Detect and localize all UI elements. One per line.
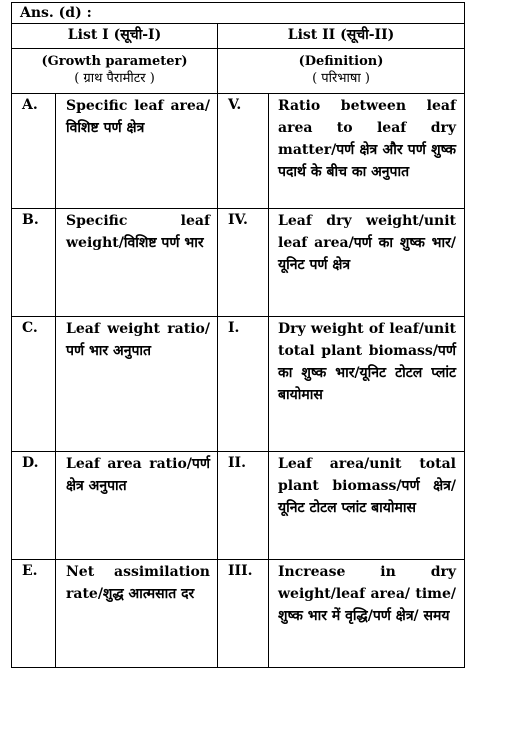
growth-parameter: Leaf weight ratio/ पर्ण भार अनुपात: [66, 321, 210, 359]
row-letter: D.: [22, 455, 39, 471]
row-roman: I.: [228, 320, 240, 336]
divider: [12, 559, 464, 560]
answer-table: [11, 2, 465, 668]
definition: Ratio between leaf area to leaf dry matter/पर्ण क्षेत्र और पर्ण शुष्क पदार्थ के बीच का अनुपात: [278, 98, 456, 180]
row-roman: IV.: [228, 212, 248, 228]
definition: Dry weight of leaf/unit total plant biomass/पर्ण का शुष्क भार/यूनिट टोटल प्लांट बायोमास: [278, 321, 456, 403]
definition: Increase in dry weight/leaf area/ time/शुष्क भार में वृद्धि/पर्ण क्षेत्र/ समय: [278, 564, 456, 624]
list1-subheader: [12, 53, 217, 87]
divider: [12, 316, 464, 317]
growth-parameter: Specific leaf weight/विशिष्ट पर्ण भार: [66, 213, 210, 251]
list2-subheader-en: (Definition): [298, 54, 384, 69]
row-letter: C.: [22, 320, 38, 336]
answer-label: Ans. (d) :: [20, 5, 92, 21]
growth-parameter: Specific leaf area/विशिष्ट पर्ण क्षेत्र: [66, 98, 210, 136]
divider: [12, 23, 464, 24]
row-roman: V.: [228, 97, 242, 113]
divider: [12, 48, 464, 49]
row-letter: E.: [22, 563, 38, 579]
divider: [12, 451, 464, 452]
row-letter: A.: [22, 97, 38, 113]
list2-subheader: [218, 53, 464, 87]
divider: [12, 93, 464, 94]
definition: Leaf dry weight/unit leaf area/पर्ण का शुष्क भार/यूनिट पर्ण क्षेत्र: [278, 213, 456, 273]
growth-parameter: Leaf area ratio/पर्ण क्षेत्र अनुपात: [66, 456, 210, 494]
row-roman: II.: [228, 455, 246, 471]
definition: Leaf area/unit total plant biomass/पर्ण क्षेत्र/यूनिट टोटल प्लांट बायोमास: [278, 456, 456, 516]
list2-subheader-hi: ( परिभाषा ): [312, 71, 370, 86]
row-letter: B.: [22, 212, 39, 228]
column-divider: [268, 93, 269, 667]
list1-header: List I (सूची-I): [67, 27, 162, 43]
row-roman: III.: [228, 563, 253, 579]
growth-parameter: Net assimilation rate/शुद्ध आत्मसात दर: [66, 564, 210, 602]
list1-subheader-en: (Growth parameter): [41, 54, 188, 69]
column-divider: [217, 23, 218, 667]
list2-header: List II (सूची-II): [287, 27, 395, 43]
list1-subheader-hi: ( ग्राथ पैरामीटर ): [74, 71, 155, 86]
divider: [12, 208, 464, 209]
column-divider: [55, 93, 56, 667]
